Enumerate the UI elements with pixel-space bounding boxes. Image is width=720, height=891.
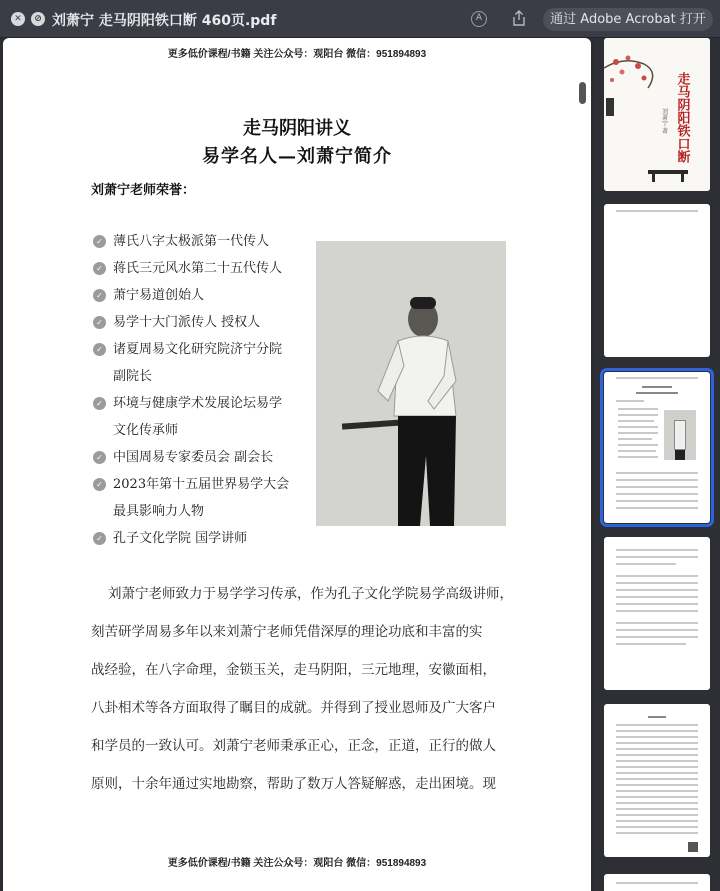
honor-item: ✓ 蒋氏三元风水第二十五代传人 [91,255,321,282]
honor-item: ✓ 环境与健康学术发展论坛易学 [91,390,321,417]
honor-list [91,228,321,552]
honor-item: ✓ 孔子文化学院 国学讲师 [91,525,321,552]
cover-author: 刘萧宁 著 [660,108,668,134]
body-line: 八卦相术等各方面取得了瞩目的成就。并得到了授业恩师及广大客户 [91,700,496,716]
markup-icon[interactable]: A [471,11,487,27]
page-thumbnail-6[interactable] [604,874,710,891]
minimize-window-icon[interactable]: ⊘ [31,12,45,26]
document-title: 刘萧宁 走马阴阳铁口断 460页.pdf [52,13,277,29]
badge-icon: ✓ [93,316,106,329]
honor-item-continuation: 最具影响力人物 [113,504,205,519]
cover-title: 走马阴阳铁口断 [674,72,690,163]
page-title: 走马阴阳讲义 [243,118,351,139]
badge-icon: ✓ [93,532,106,545]
page-thumbnail-1[interactable] [604,38,710,191]
page-subtitle: 易学名人—刘萧宁简介 [202,146,392,167]
badge-icon: ✓ [93,262,106,275]
thumbnail-sidebar[interactable] [594,38,720,891]
body-line: 原则，十余年通过实地勘察，帮助了数万人答疑解惑，走出困境。现 [91,776,496,792]
page-thumbnail-3-selected[interactable] [604,372,710,523]
close-window-icon[interactable]: ✕ [11,12,25,26]
honor-item-continuation: 副院长 [113,369,153,384]
badge-icon: ✓ [93,343,106,356]
badge-icon: ✓ [93,235,106,248]
honor-item: ✓ 薄氏八字太极派第一代传人 [91,228,321,255]
honor-item: ✓ 诸夏周易文化研究院济宁分院 [91,336,321,363]
honor-item-continuation: 文化传承师 [113,423,179,438]
body-text [91,575,521,803]
badge-icon: ✓ [93,397,106,410]
honor-item: ✓ 中国周易专家委员会 副会长 [91,444,321,471]
title-bar [0,0,720,38]
page-header: 更多低价课程/书籍 关注公众号：观阳台 微信：951894893 [167,49,427,60]
page-footer: 更多低价课程/书籍 关注公众号：观阳台 微信：951894893 [167,858,427,869]
page-thumbnail-2[interactable] [604,204,710,357]
honor-item: ✓ 2023年第十五届世界易学大会 [91,471,321,498]
page-viewer[interactable] [0,38,594,891]
scrollbar-thumb[interactable] [579,82,586,104]
body-line: 和学员的一致认可。刘萧宁老师秉承正心，正念，正道，正行的做人 [91,738,496,754]
badge-icon: ✓ [93,289,106,302]
honor-heading: 刘萧宁老师荣誉： [91,183,196,198]
page-thumbnail-5[interactable] [604,704,710,857]
badge-icon: ✓ [93,478,106,491]
body-line: 战经验，在八字命理，金锁玉关，走马阴阳，三元地理，安徽面相， [91,662,496,678]
page-thumbnail-4[interactable] [604,537,710,690]
pdf-page [3,38,591,891]
honor-item: ✓ 易学十大门派传人 授权人 [91,309,321,336]
open-in-acrobat-button[interactable]: 通过 Adobe Acrobat 打开 [543,8,713,31]
body-line: 刻苦研学周易多年以来刘萧宁老师凭借深厚的理论功底和丰富的实 [91,624,483,640]
share-icon[interactable] [510,10,528,28]
portrait-photo [316,241,506,526]
honor-item: ✓ 萧宁易道创始人 [91,282,321,309]
body-line: 刘萧宁老师致力于易学学习传承，作为孔子文化学院易学高级讲师， [108,586,513,602]
badge-icon: ✓ [93,451,106,464]
